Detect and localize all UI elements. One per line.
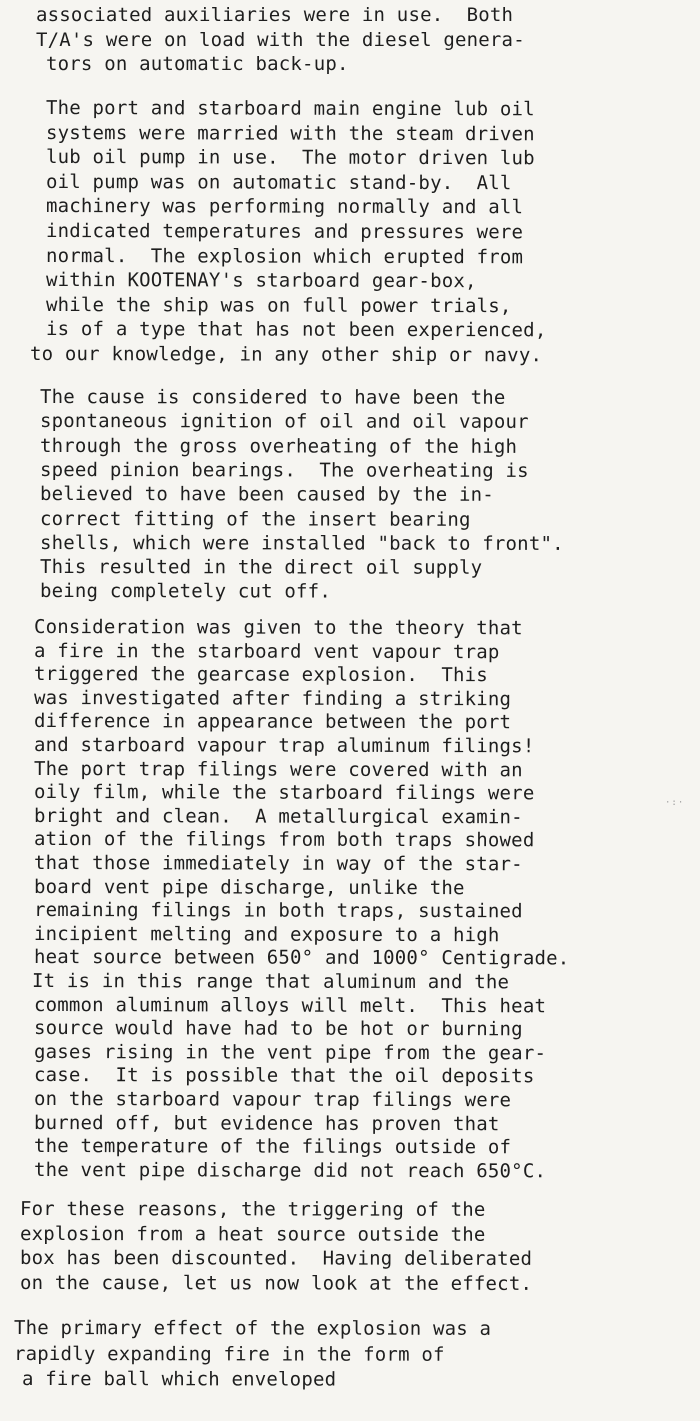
text-line: to our knowledge, in any other ship or navy. (29, 343, 543, 367)
text-line: source would have had to be hot or burning (33, 1017, 523, 1041)
text-line: oil pump was on automatic stand-by. All (45, 170, 512, 195)
text-line: through the gross overheating of the high (39, 434, 518, 458)
text-line: indicated temperatures and pressures were (45, 220, 524, 244)
text-line: and starboard vapour trap aluminum filings! (33, 734, 535, 758)
text-line: T/A's were on load with the diesel genera- (36, 28, 525, 51)
text-line: on the starboard vapour trap filings were (33, 1088, 512, 1112)
text-line: incipient melting and exposure to a high (33, 922, 500, 947)
text-line: The port and starboard main engine lub oil (45, 97, 535, 121)
text-line: correct fitting of the insert bearing (39, 507, 471, 531)
text-line: believed to have been caused by the in- (39, 483, 494, 506)
text-line: bright and clean. A metallurgical examin- (33, 804, 523, 829)
text-line: associated auxiliaries were in use. Both (36, 4, 514, 26)
text-line: tors on automatic back-up. (46, 53, 349, 75)
text-line: gases rising in the vent pipe from the gear- (33, 1040, 547, 1065)
text-line: machinery was performing normally and all (45, 195, 524, 219)
text-line: rapidly expanding fire in the form of (13, 1342, 445, 1366)
text-line: the temperature of the filings outside of (33, 1135, 512, 1159)
text-line: difference in appearance between the port (33, 710, 512, 734)
text-line: is of a type that has not been experienced, (45, 318, 547, 342)
text-line: systems were married with the steam driven (45, 121, 535, 145)
text-line: It is in this range that aluminum and the (31, 970, 510, 994)
text-line: For these reasons, the triggering of the (19, 1198, 486, 1221)
text-line: This resulted in the direct oil supply (39, 556, 483, 579)
text-line: a fire ball which enveloped (21, 1368, 337, 1391)
text-line: remaining filings in both traps, sustained (33, 899, 523, 923)
text-line: box has been discounted. Having deliberated (19, 1247, 533, 1270)
text-line: speed pinion bearings. The overheating is (39, 458, 529, 482)
text-line: board vent pipe discharge, unlike the (33, 875, 465, 899)
text-line: Consideration was given to the theory that (33, 616, 523, 640)
text-line: explosion from a heat source outside the (19, 1222, 486, 1246)
text-line: spontaneous ignition of oil and oil vapour (39, 410, 529, 434)
text-line: that those immediately in way of the star- (33, 852, 523, 876)
text-line: was investigated after finding a striking (33, 686, 512, 711)
text-line: heat source between 650° and 1000° Centigrade. (33, 946, 570, 970)
text-line: The cause is considered to have been the (39, 386, 506, 409)
text-line: oily film, while the starboard filings were (33, 781, 535, 805)
text-line: case. It is possible that the oil deposits (33, 1064, 535, 1088)
text-line: normal. The explosion which erupted from (45, 244, 524, 268)
text-line: lub oil pump in use. The motor driven lub (45, 146, 535, 170)
text-line: burned off, but evidence has proven that (33, 1111, 500, 1135)
text-line: within KOOTENAY's starboard gear-box, (45, 269, 477, 293)
text-line: shells, which were installed "back to front". (39, 531, 564, 555)
text-line: The primary effect of the explosion was a (13, 1317, 492, 1340)
text-line: common aluminum alloys will melt. This heat (33, 993, 547, 1017)
ink-smudge: ·:· (665, 798, 685, 808)
text-line: triggered the gearcase explosion. This (33, 663, 488, 687)
text-line: the vent pipe discharge did not reach 650°C. (33, 1158, 547, 1183)
text-line: on the cause, let us now look at the effect. (19, 1271, 533, 1295)
text-line: ation of the filings from both traps showed (33, 828, 535, 852)
text-line: being completely cut off. (39, 580, 332, 603)
text-line: The port trap filings were covered with an (33, 757, 523, 781)
text-line: a fire in the starboard vent vapour trap (33, 639, 500, 663)
text-line: while the ship was on full power trials, (45, 293, 512, 318)
